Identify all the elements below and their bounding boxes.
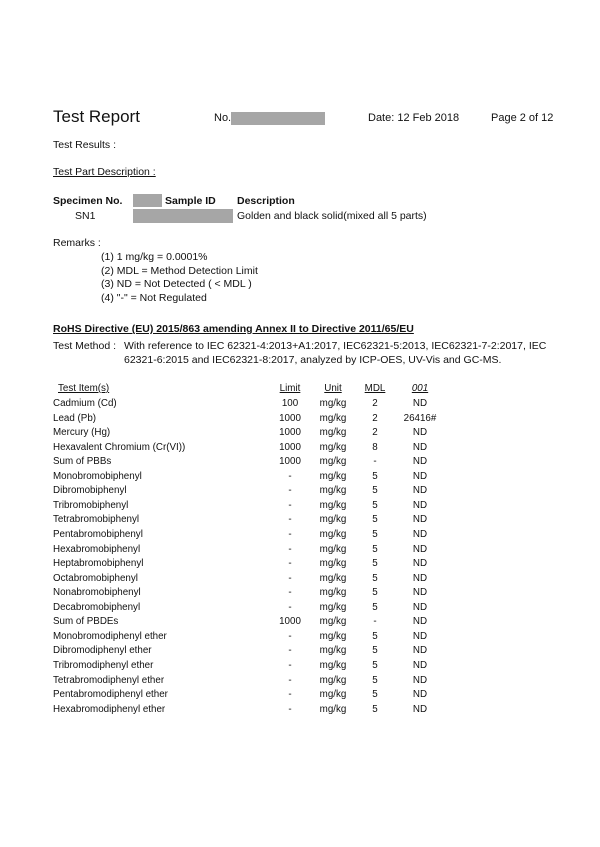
unit-value: mg/kg xyxy=(319,470,347,482)
unit-value: mg/kg xyxy=(319,689,347,700)
mdl-value: 5 xyxy=(372,543,378,555)
test-item-name: Sum of PBBs xyxy=(53,456,112,468)
mdl-value: - xyxy=(373,616,377,628)
unit-value: mg/kg xyxy=(319,674,347,686)
table-row xyxy=(0,529,600,542)
table-row xyxy=(0,558,600,571)
test-item-name: Pentabromobiphenyl xyxy=(53,529,143,540)
unit-value: mg/kg xyxy=(319,441,347,453)
result-value: ND xyxy=(412,572,428,584)
table-row xyxy=(0,413,600,426)
unit-value: mg/kg xyxy=(319,659,347,671)
unit-value: mg/kg xyxy=(319,558,347,569)
limit-value: - xyxy=(288,601,292,613)
table-row xyxy=(0,675,600,688)
mdl-value: 5 xyxy=(372,470,378,482)
test-method-label: Test Method : xyxy=(53,340,117,352)
remark-item: (3) ND = Not Detected ( < MDL ) xyxy=(101,278,252,290)
table-row xyxy=(0,514,600,527)
description-header: Description xyxy=(237,195,295,207)
test-item-name: Dibromobiphenyl xyxy=(53,485,127,497)
result-value: ND xyxy=(412,558,428,569)
result-value: ND xyxy=(412,645,428,657)
result-value: ND xyxy=(412,529,428,540)
unit-value: mg/kg xyxy=(319,572,347,584)
mdl-value: 5 xyxy=(372,703,378,715)
limit-value: - xyxy=(288,499,292,511)
result-value: ND xyxy=(412,674,428,686)
test-item-name: Sum of PBDEs xyxy=(53,616,119,628)
mdl-value: 5 xyxy=(372,514,378,526)
result-value: ND xyxy=(412,587,428,599)
table-row xyxy=(0,704,600,717)
test-item-name: Octabromobiphenyl xyxy=(53,572,138,584)
unit-value: mg/kg xyxy=(319,499,347,511)
result-value: ND xyxy=(412,499,428,511)
test-item-name: Lead (Pb) xyxy=(53,412,97,424)
mdl-value: 2 xyxy=(372,412,378,424)
limit-value: - xyxy=(288,630,292,642)
result-value: ND xyxy=(412,630,428,642)
limit-value: - xyxy=(288,558,292,569)
page-number: Page 2 of 12 xyxy=(491,112,554,124)
col-result-001: 001 xyxy=(411,383,429,394)
sample-id-header: Sample ID xyxy=(165,195,216,207)
mdl-value: 5 xyxy=(372,630,378,642)
result-value: ND xyxy=(412,398,428,409)
limit-value: 1000 xyxy=(279,427,301,439)
test-part-label: Test Part Description : xyxy=(53,166,156,178)
unit-value: mg/kg xyxy=(319,485,347,497)
table-row xyxy=(0,645,600,658)
remarks-label: Remarks : xyxy=(53,237,101,249)
result-value: ND xyxy=(412,703,428,715)
mdl-value: 5 xyxy=(372,674,378,686)
result-value: ND xyxy=(412,427,428,439)
limit-value: - xyxy=(288,529,292,540)
col-limit: Limit xyxy=(279,383,301,394)
table-row xyxy=(0,471,600,484)
result-value: ND xyxy=(412,601,428,613)
report-date: Date: 12 Feb 2018 xyxy=(368,112,460,124)
table-row xyxy=(0,456,600,469)
specimen-no: SN1 xyxy=(75,210,96,222)
report-title: Test Report xyxy=(53,107,140,126)
mdl-value: 5 xyxy=(372,587,378,599)
result-value: ND xyxy=(412,485,428,497)
limit-value: - xyxy=(288,485,292,497)
unit-value: mg/kg xyxy=(319,427,347,439)
mdl-value: - xyxy=(373,456,377,468)
redacted-sample-id xyxy=(133,209,233,223)
table-row xyxy=(0,616,600,629)
table-row xyxy=(0,573,600,586)
test-results-label: Test Results : xyxy=(53,139,117,151)
result-value: ND xyxy=(412,689,428,700)
col-mdl: MDL xyxy=(364,383,386,394)
section-title: RoHS Directive (EU) 2015/863 amending Annex II to Directive 2011/65/EU xyxy=(53,323,414,335)
mdl-value: 5 xyxy=(372,659,378,671)
limit-value: 1000 xyxy=(279,456,301,468)
result-value: ND xyxy=(412,470,428,482)
test-item-name: Mercury (Hg) xyxy=(53,427,111,439)
test-item-name: Hexabromobiphenyl xyxy=(53,543,141,555)
redacted-block xyxy=(133,194,162,207)
mdl-value: 2 xyxy=(372,398,378,409)
test-item-name: Heptabromobiphenyl xyxy=(53,558,144,569)
result-value: ND xyxy=(412,441,428,453)
limit-value: - xyxy=(288,659,292,671)
mdl-value: 5 xyxy=(372,645,378,657)
results-table-header xyxy=(0,383,600,396)
test-method-line: With reference to IEC 62321-4:2013+A1:2017, IEC62321-5:2013, IEC62321-7-2:2017, IEC xyxy=(124,340,547,352)
remark-item: (4) "-" = Not Regulated xyxy=(101,292,207,304)
result-value: 26416# xyxy=(403,412,437,424)
limit-value: - xyxy=(288,703,292,715)
limit-value: 1000 xyxy=(279,441,301,453)
unit-value: mg/kg xyxy=(319,514,347,526)
table-row xyxy=(0,544,600,557)
result-value: ND xyxy=(412,514,428,526)
result-value: ND xyxy=(412,616,428,628)
table-row xyxy=(0,689,600,702)
mdl-value: 5 xyxy=(372,558,378,569)
limit-value: 1000 xyxy=(279,616,301,628)
limit-value: - xyxy=(288,674,292,686)
unit-value: mg/kg xyxy=(319,703,347,715)
specimen-no-header: Specimen No. xyxy=(53,195,123,207)
limit-value: - xyxy=(288,572,292,584)
mdl-value: 5 xyxy=(372,485,378,497)
unit-value: mg/kg xyxy=(319,616,347,628)
test-item-name: Monobromodiphenyl ether xyxy=(53,630,167,642)
limit-value: - xyxy=(288,514,292,526)
table-row xyxy=(0,427,600,440)
test-item-name: Hexabromodiphenyl ether xyxy=(53,703,166,715)
limit-value: 1000 xyxy=(279,412,301,424)
result-value: ND xyxy=(412,543,428,555)
limit-value: - xyxy=(288,470,292,482)
mdl-value: 8 xyxy=(372,441,378,453)
test-item-name: Pentabromodiphenyl ether xyxy=(53,689,168,700)
test-item-name: Tribromodiphenyl ether xyxy=(53,659,154,671)
unit-value: mg/kg xyxy=(319,398,347,409)
limit-value: 100 xyxy=(281,398,299,409)
col-unit: Unit xyxy=(324,383,342,394)
test-method-line: 62321-6:2015 and IEC62321-8:2017, analyzed by ICP-OES, UV-Vis and GC-MS. xyxy=(124,354,502,366)
mdl-value: 2 xyxy=(372,427,378,439)
mdl-value: 5 xyxy=(372,689,378,700)
unit-value: mg/kg xyxy=(319,587,347,599)
table-row xyxy=(0,500,600,513)
limit-value: - xyxy=(288,543,292,555)
result-value: ND xyxy=(412,456,428,468)
limit-value: - xyxy=(288,689,292,700)
mdl-value: 5 xyxy=(372,601,378,613)
test-item-name: Dibromodiphenyl ether xyxy=(53,645,152,657)
test-item-name: Tribromobiphenyl xyxy=(53,499,129,511)
table-row xyxy=(0,631,600,644)
redacted-report-number xyxy=(231,112,325,125)
remark-item: (2) MDL = Method Detection Limit xyxy=(101,265,258,277)
test-item-name: Tetrabromodiphenyl ether xyxy=(53,674,165,686)
test-item-name: Decabromobiphenyl xyxy=(53,601,141,613)
test-item-name: Monobromobiphenyl xyxy=(53,470,142,482)
unit-value: mg/kg xyxy=(319,630,347,642)
unit-value: mg/kg xyxy=(319,601,347,613)
mdl-value: 5 xyxy=(372,572,378,584)
remark-item: (1) 1 mg/kg = 0.0001% xyxy=(101,251,208,263)
test-item-name: Hexavalent Chromium (Cr(VI)) xyxy=(53,441,186,453)
unit-value: mg/kg xyxy=(319,543,347,555)
table-row xyxy=(0,485,600,498)
mdl-value: 5 xyxy=(372,529,378,540)
table-row xyxy=(0,587,600,600)
table-row xyxy=(0,442,600,455)
mdl-value: 5 xyxy=(372,499,378,511)
unit-value: mg/kg xyxy=(319,529,347,540)
table-row xyxy=(0,398,600,411)
unit-value: mg/kg xyxy=(319,412,347,424)
test-item-name: Nonabromobiphenyl xyxy=(53,587,141,599)
test-item-name: Cadmium (Cd) xyxy=(53,398,117,409)
table-row xyxy=(0,660,600,673)
unit-value: mg/kg xyxy=(319,645,347,657)
col-test-item: Test Item(s) xyxy=(58,383,110,394)
result-value: ND xyxy=(412,659,428,671)
specimen-description: Golden and black solid(mixed all 5 parts) xyxy=(237,210,427,222)
unit-value: mg/kg xyxy=(319,456,347,468)
limit-value: - xyxy=(288,645,292,657)
table-row xyxy=(0,602,600,615)
test-item-name: Tetrabromobiphenyl xyxy=(53,514,140,526)
report-no-label: No. xyxy=(214,112,232,124)
limit-value: - xyxy=(288,587,292,599)
